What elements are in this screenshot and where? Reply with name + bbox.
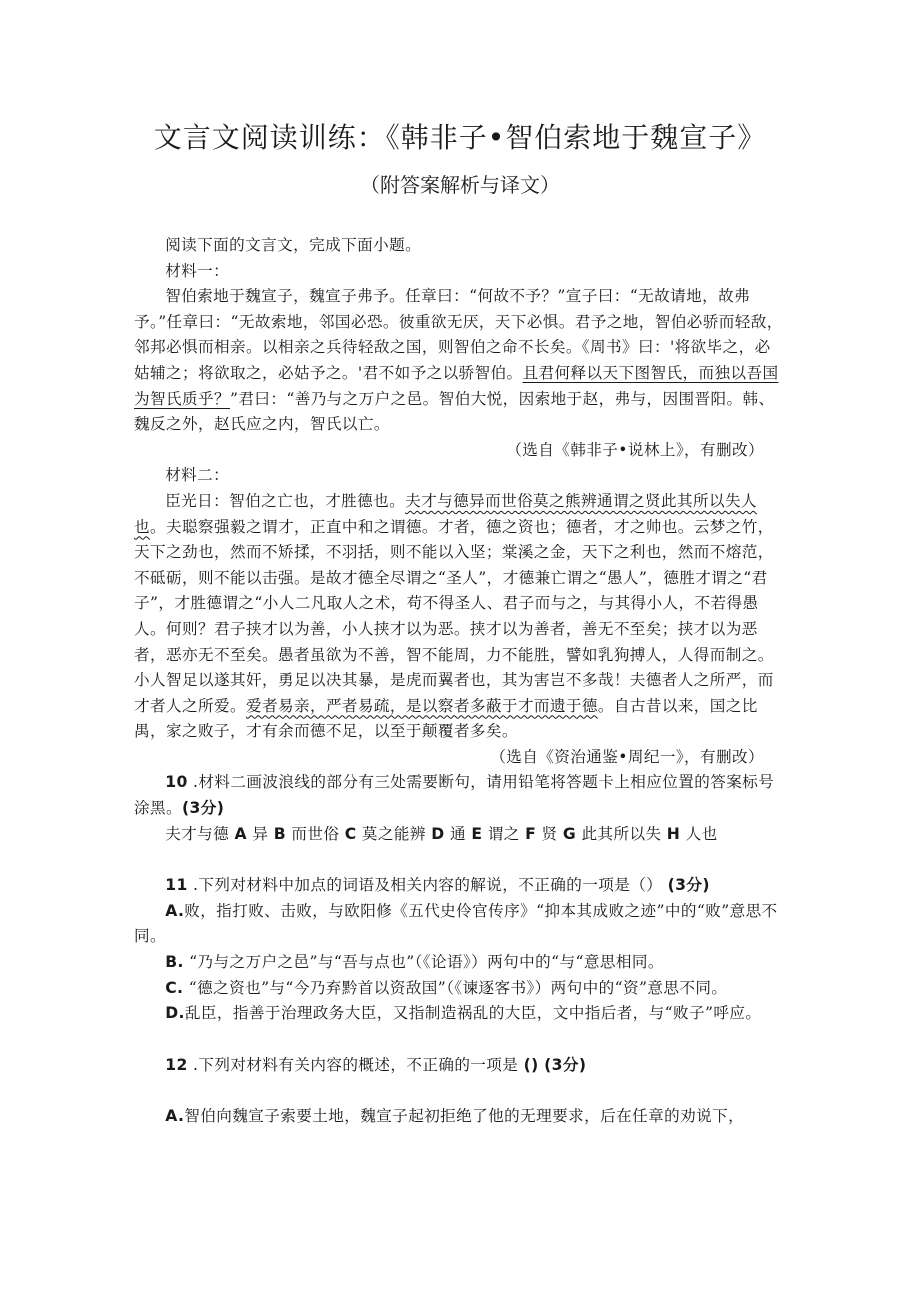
- option-text: 智伯向魏宣子索要土地，魏宣子起初拒绝了他的无理要求，后在任章的劝说下，: [184, 1107, 745, 1126]
- material2-wavy-sentence: 夫才与德异而世俗莫之熊辨通谓之贤此其所以失人也: [134, 491, 757, 536]
- document-title: 文言文阅读训练：《韩非子•智伯索地于魏宣子》: [153, 121, 767, 154]
- question-12-option-a: [134, 1104, 786, 1130]
- question-11-score: (3分): [667, 876, 710, 895]
- option-letter: A.: [165, 901, 185, 920]
- option-text: 乱臣，指善于治理政务大臣，又指制造祸乱的大臣，文中指后者，与“败子”呼应。: [184, 1004, 762, 1023]
- question-12: [134, 1053, 786, 1079]
- question-10-number: 10: [165, 773, 188, 792]
- q10-tag: F: [525, 824, 537, 843]
- q10-tag: G: [562, 824, 577, 843]
- material1-passage: [134, 284, 786, 438]
- q10-tag: B: [273, 824, 287, 843]
- q10-seg-text: 人也: [680, 824, 718, 843]
- q10-seg-text: 异: [247, 824, 274, 843]
- q10-tag: E: [471, 824, 483, 843]
- q10-seg-text: 通: [444, 824, 472, 843]
- document-subtitle: （附答案解析与译文）: [360, 173, 560, 197]
- spacer: [134, 847, 786, 873]
- question-11-text: .下列对材料中加点的词语及相关内容的解说，不正确的一项是（）: [187, 876, 663, 895]
- instruction-text: 阅读下面的文言文，完成下面小题。: [165, 236, 422, 254]
- spacer: [134, 1078, 786, 1104]
- q10-tag: A: [234, 824, 247, 843]
- option-text: “乃与之万户之邑”与“吾与点也”（《论语》）两句中的“与“意思相同。: [183, 953, 664, 972]
- question-11-option-b: [134, 950, 786, 976]
- option-letter: D.: [165, 1004, 185, 1023]
- question-12-text: .下列对材料有关内容的概述，不正确的一项是: [187, 1055, 519, 1074]
- question-12-score: (3分): [544, 1055, 587, 1074]
- material2-text-c: 。自古昔以来，国之比禺，家之败子，才有余而德不足，以至于颠覆者多矣。: [134, 696, 758, 741]
- material1-text-a: 智伯索地于魏宣子，魏宣子弗予。任章曰：“何故不予？”宣子曰：“无故请地，故弗予。”任章曰：“无故索地，邻国必恐。彼重欲无厌，天下必惧。君予之地，智伯必骄而轻敌，邻邦必惧而相亲。以相亲之兵待轻敌之国，则智伯之命不长矣。《周书》曰：'将欲毕之，必姑辅之；将欲取之，必姑予之。'君不如予之以骄智伯。: [134, 287, 783, 382]
- material2-passage: [134, 489, 786, 745]
- material2-underlined-sentence: 爱者易亲，严者易疏，是以察者多蔽于才而遗于德: [245, 696, 598, 715]
- question-12-paren: (): [523, 1055, 539, 1074]
- material2-source: （选自《资治通鉴•周纪一》，有删改）: [490, 747, 764, 766]
- q10-seg-text: 此其所以失: [576, 824, 667, 843]
- material1-underlined-sentence: 且君何释以天下图智氏，而独以吾国为智氏质乎？: [134, 363, 779, 408]
- material1-label: 材料一：: [165, 261, 230, 280]
- q10-tag: H: [666, 824, 681, 843]
- question-11-option-a: [134, 899, 786, 950]
- question-11: [134, 873, 786, 899]
- option-letter: C.: [165, 978, 184, 997]
- q10-tag: D: [431, 824, 445, 843]
- question-12-number: 12: [165, 1055, 188, 1074]
- material1-text-b: ”君曰：“善乃与之万户之邑。智伯大悦，因索地于赵，弗与，因围晋阳。韩、魏反之外，赵氏应之内，智氏以亡。: [134, 389, 775, 434]
- option-letter: A.: [165, 1107, 185, 1126]
- q10-seg-text: 莫之能辨: [356, 824, 432, 843]
- q10-seg-text: 贤: [536, 824, 563, 843]
- option-letter: B.: [165, 953, 184, 972]
- document-body: [134, 233, 786, 1130]
- q10-tag: C: [344, 824, 357, 843]
- spacer: [134, 1027, 786, 1053]
- material2-text-a: 臣光日：智伯之亡也，才胜德也。: [165, 491, 406, 510]
- question-10-score: (3分): [181, 799, 225, 818]
- q10-seg-text: 谓之: [482, 824, 526, 843]
- q10-seg-text: 夫才与德: [165, 824, 235, 843]
- option-text: “德之资也”与“今乃弃黔首以资敌国”（《谏逐客书》）两句中的“资”意思不同。: [183, 978, 728, 997]
- question-10: [134, 770, 786, 821]
- question-11-option-d: [134, 1001, 786, 1027]
- question-10-options: [134, 822, 786, 848]
- question-11-number: 11: [165, 876, 188, 895]
- material2-text-b: 。夫聪察强毅之谓才，正直中和之谓德。才者，德之资也；德者，才之帅也。云梦之竹，天下之劲也，然而不矫揉，不羽括，则不能以入坚；棠溪之金，天下之利也，然而不熔范，不砥砺，则不能以击强。是故才德全尽谓之“圣人”，才德兼亡谓之“愚人”，德胜才谓之“君子”，才胜德谓之“小人二凡取人之术，苟不得圣人、君子而与之，与其得小人，不若得愚人。何则？君子挟才以为善，小人挟才以为恶。挟才以为善者，善无不至矣；挟才以为恶者，恶亦无不至矣。愚者虽欲为不善，智不能周，力不能胜，譬如乳狗搏人，人得而制之。小人智足以遂其奸，勇足以决其暴，是虎而翼者也，其为害岂不多哉！夫德者人之所严，而才者人之所爱。: [134, 517, 774, 715]
- question-11-option-c: [134, 976, 786, 1002]
- option-text: 败，指打败、击败，与欧阳修《五代史伶官传序》“抑本其成败之迹”中的“败”意思不同。: [134, 901, 778, 946]
- q10-seg-text: 而世俗: [286, 824, 345, 843]
- material2-label: 材料二：: [165, 466, 230, 485]
- material1-source: （选自《韩非子•说林上》，有删改）: [506, 440, 764, 459]
- question-10-text: .材料二画波浪线的部分有三处需要断句，请用铅笔将答题卡上相应位置的答案标号涂黑。: [134, 773, 775, 818]
